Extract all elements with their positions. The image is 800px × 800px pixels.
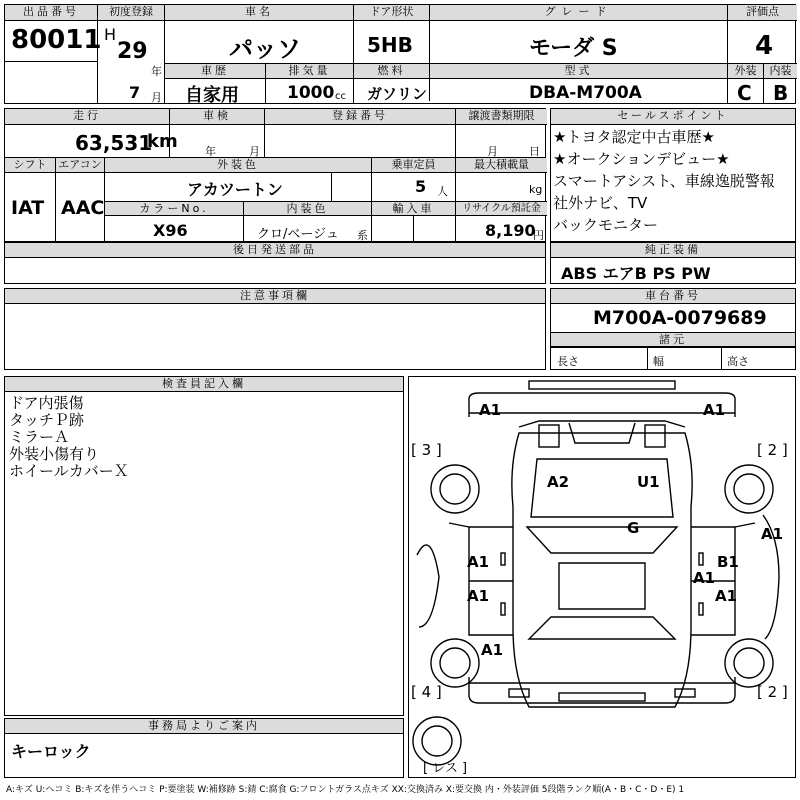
reg-month: 7	[129, 83, 141, 102]
spare-tire: [ レス ]	[423, 761, 468, 776]
tire-tread-front-right: [ 2 ]	[757, 441, 788, 459]
inspection-label: 車検	[170, 109, 264, 125]
width-label: 幅	[653, 355, 664, 368]
transfer-label: 譲渡書類期限	[456, 109, 547, 125]
interior-color-unit: 系	[357, 229, 368, 242]
damage-code: B1	[717, 553, 739, 571]
height-label: 高さ	[727, 355, 749, 368]
max-load-unit: kg	[529, 183, 543, 196]
office-section	[4, 718, 404, 778]
notes-label: 注意事項欄	[5, 289, 545, 304]
interior-grade: B	[773, 81, 789, 105]
damage-code: A1	[481, 641, 504, 659]
month-unit: 月	[151, 91, 162, 104]
sales-points-section	[550, 108, 796, 242]
mileage-label: 走行	[5, 109, 169, 125]
later-parts-label: 後日発送部品	[5, 243, 545, 258]
length-label: 長さ	[557, 355, 579, 368]
shift: IAT	[11, 197, 45, 219]
chassis-number: M700A-0079689	[593, 307, 767, 329]
sales-point-item: ★オークションデビュー★	[553, 150, 730, 168]
inspector-note: ミラーＡ	[9, 428, 70, 446]
inspector-note: ホイールカバーＸ	[9, 462, 129, 480]
car-outline-diagram	[409, 377, 795, 777]
inspector-note: 外装小傷有り	[9, 445, 100, 463]
car-name-label: 車名	[165, 5, 353, 21]
insp-month-unit: 月	[249, 145, 260, 158]
inspector-note: ドア内張傷	[9, 394, 84, 412]
capacity-label: 乗車定員	[372, 158, 455, 173]
tire-tread-front-left: [ 3 ]	[411, 441, 442, 459]
exterior-label: 外装	[728, 64, 763, 79]
transfer-day-unit: 日	[529, 145, 540, 158]
exterior-grade: C	[737, 81, 752, 105]
office-value: キーロック	[11, 742, 91, 761]
later-parts-section	[4, 242, 546, 284]
damage-code: A1	[467, 553, 490, 571]
recycle-unit: 円	[533, 229, 544, 242]
displacement-unit: cc	[335, 91, 346, 102]
ac-label: エアコン	[56, 158, 104, 173]
damage-code: A2	[547, 473, 570, 491]
grade: モーダ S	[529, 36, 618, 61]
damage-code: A1	[703, 401, 726, 419]
chassis-label: 車台番号	[551, 289, 795, 304]
transfer-month-unit: 月	[487, 145, 498, 158]
sales-point-item: ★トヨタ認定中古車歴★	[553, 128, 715, 146]
damage-code: U1	[637, 473, 660, 491]
interior-label: 内装	[764, 64, 797, 79]
equipment-section	[550, 242, 796, 284]
displacement-label: 排気量	[266, 64, 353, 79]
lot-number: 80011	[11, 25, 102, 55]
equipment-label: 純正装備	[551, 243, 795, 258]
interior-color-label: 内装色	[244, 202, 371, 216]
interior-color: クロ/ベージュ	[257, 227, 339, 242]
capacity-unit: 人	[437, 185, 448, 198]
max-load-label: 最大積載量	[456, 158, 547, 173]
color-no: X96	[153, 221, 188, 240]
sales-point-item: スマートアシスト、車線逸脱警報	[553, 172, 775, 190]
shift-label: シフト	[5, 158, 55, 173]
inspector-section	[4, 376, 404, 716]
insp-year-unit: 年	[205, 145, 216, 158]
door-label: ドア形状	[354, 5, 429, 21]
sales-point-item: 社外ナビ、TV	[553, 194, 648, 212]
sales-point-item: バックモニター	[553, 216, 659, 234]
history: 自家用	[185, 85, 239, 106]
tire-tread-rear-right: [ 2 ]	[757, 683, 788, 701]
reg-year: 29	[117, 39, 148, 64]
fuel: ガソリン	[367, 85, 428, 103]
damage-code: G	[627, 519, 640, 537]
displacement: 1000	[287, 83, 335, 103]
car-name: パッソ	[229, 35, 301, 63]
inspector-label: 検査員記入欄	[5, 377, 403, 392]
score-label: 評価点	[728, 5, 797, 21]
office-label: 事務局よりご案内	[5, 719, 403, 734]
vehicle-detail-section	[4, 108, 546, 242]
sales-points-label: セールスポイント	[551, 109, 795, 125]
grade-label: グレード	[430, 5, 727, 21]
door-type: 5HB	[367, 33, 413, 57]
damage-code: A1	[715, 587, 738, 605]
car-diagram-section	[408, 376, 796, 778]
equipment-value: ABS エアB PS PW	[561, 264, 711, 283]
model-label: 型式	[430, 64, 727, 79]
capacity: 5	[415, 177, 427, 196]
first-reg-label: 初度登録	[98, 5, 164, 21]
ac: AAC	[61, 197, 105, 219]
legend: A:キズ U:ヘコミ B:キズを伴うヘコミ P:要塗装 W:補修跡 S:錆 C:腐食 G:フロントガラス点キズ XX:交換済み X:要交換 内・外装評価 5段階ランク順(A・B・C・D・E) 1	[6, 785, 685, 795]
inspector-notes	[9, 395, 129, 480]
notes-section	[4, 288, 546, 370]
color-label: 外装色	[105, 158, 371, 173]
fuel-label: 燃料	[354, 64, 429, 79]
lot-box	[5, 5, 102, 101]
tire-tread-rear-left: [ 4 ]	[411, 683, 442, 701]
lot-label: 出品番号	[5, 5, 97, 21]
inspector-note: タッチＰ跡	[9, 411, 85, 429]
specs-label: 諸元	[551, 333, 795, 347]
damage-code: A1	[479, 401, 502, 419]
mileage-unit: km	[147, 131, 178, 152]
era: H	[104, 25, 117, 44]
recycle: 8,190	[485, 221, 536, 240]
reg-no-label: 登録番号	[265, 109, 455, 125]
recycle-label: リサイクル預託金	[456, 202, 547, 216]
year-unit: 年	[151, 65, 162, 78]
history-label: 車歴	[165, 64, 265, 79]
mileage: 63,531	[75, 131, 153, 155]
import-label: 輸入車	[372, 202, 455, 216]
damage-code: A1	[761, 525, 784, 543]
color: アカツートン	[187, 180, 283, 199]
color-no-label: カラーNo.	[105, 202, 243, 216]
header-section	[4, 4, 796, 104]
chassis-section	[550, 288, 796, 370]
damage-code: A1	[693, 569, 716, 587]
damage-code: A1	[467, 587, 490, 605]
model: DBA-M700A	[529, 83, 642, 103]
sales-points-list	[553, 129, 775, 234]
score: 4	[755, 31, 774, 61]
